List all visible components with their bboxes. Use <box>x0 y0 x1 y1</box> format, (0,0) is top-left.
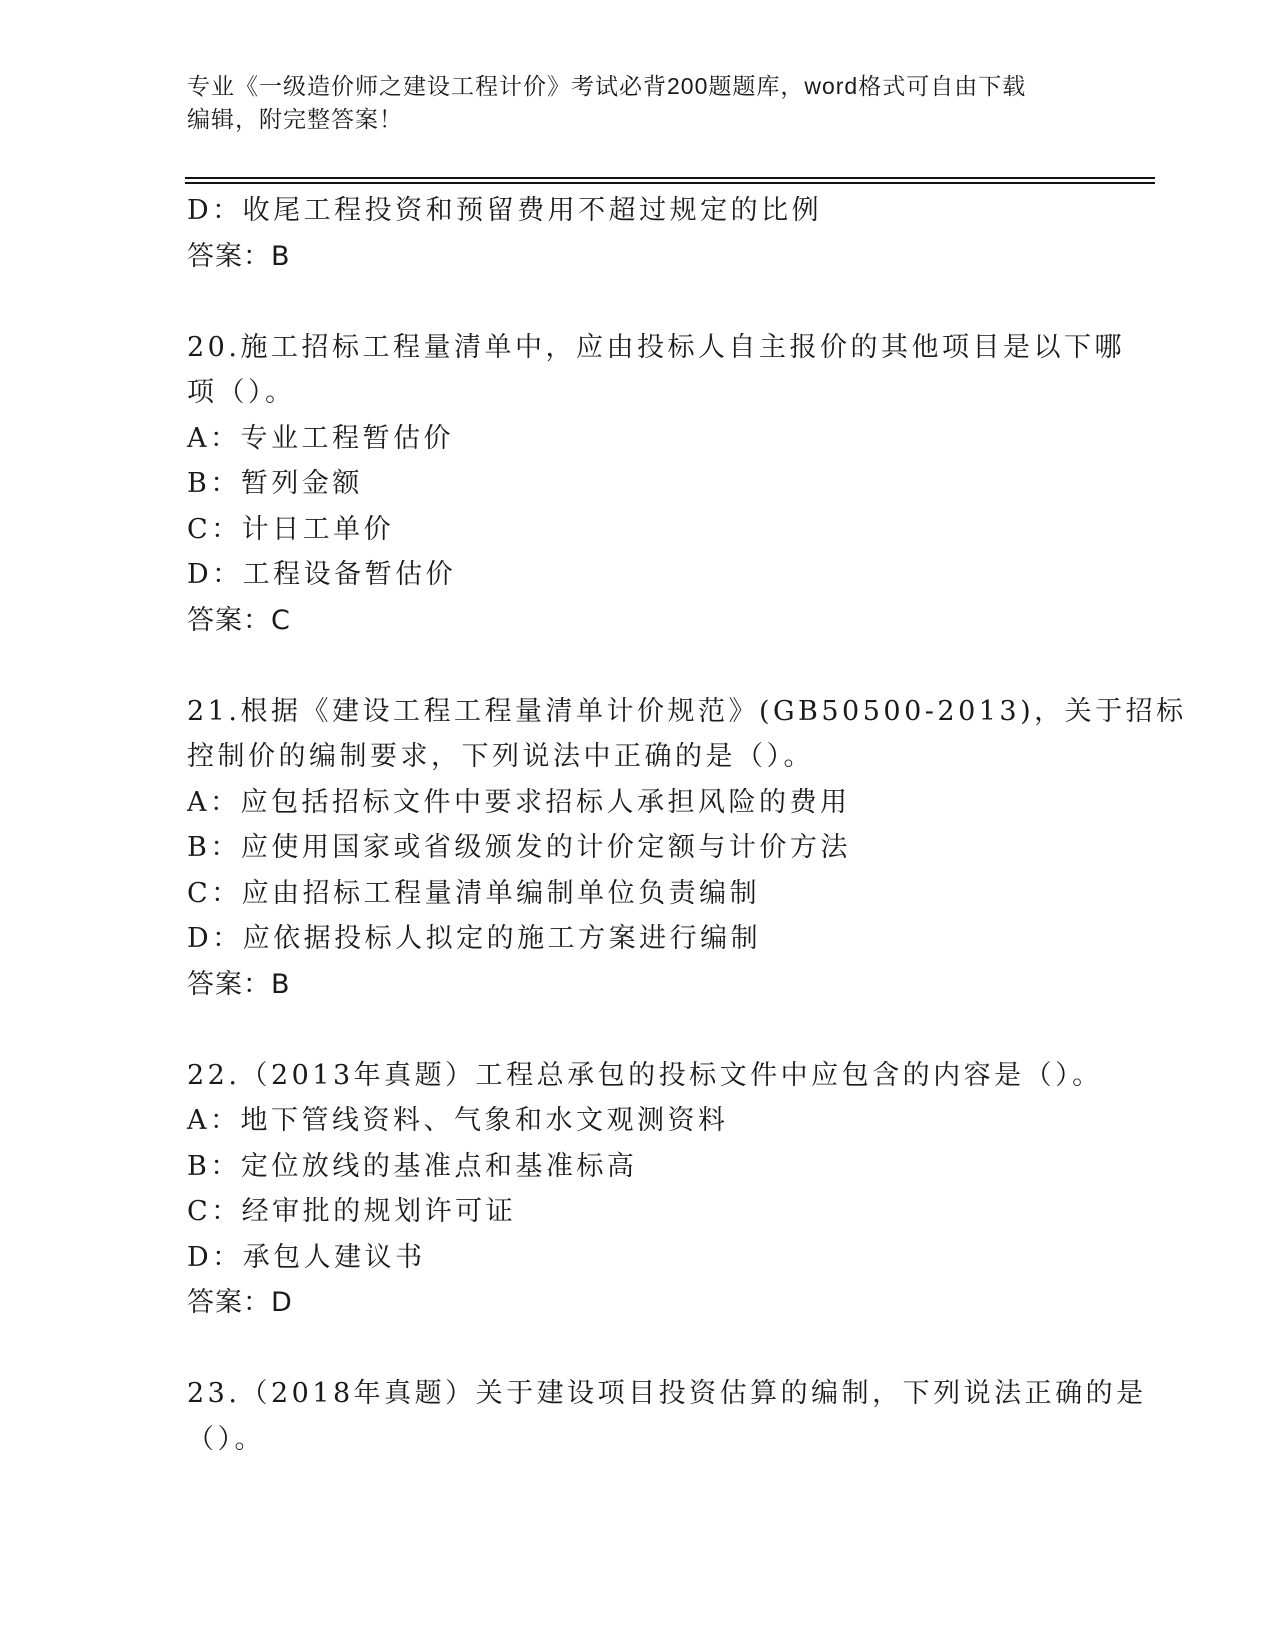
option-line: D：工程设备暂估价 <box>187 559 457 590</box>
header-line-2: 编辑，附完整答案！ <box>187 106 403 132</box>
question-block <box>187 1053 1103 1326</box>
answer-line: 答案：C <box>187 604 291 636</box>
header-line-1: 专业《一级造价师之建设工程计价》考试必背200题题库，word格式可自由下载 <box>187 73 1027 99</box>
question-text: （）。 <box>187 1423 265 1455</box>
option-line: D：应依据投标人拟定的施工方案进行编制 <box>187 923 762 954</box>
answer-line: 答案：B <box>187 240 291 272</box>
option-line: C：计日工单价 <box>187 513 395 545</box>
question-text: 控制价的编制要求，下列说法中正确的是（）。 <box>187 741 814 772</box>
option-line: A：应包括招标文件中要求招标人承担风险的费用 <box>187 786 851 818</box>
option-line: D：收尾工程投资和预留费用不超过规定的比例 <box>187 195 823 226</box>
header-divider-bottom <box>185 182 1155 184</box>
question-content <box>187 188 1187 1462</box>
answer-line: 答案：B <box>187 968 291 1000</box>
question-text: 项（）。 <box>187 377 296 408</box>
question-text: 23.（2018年真题）关于建设项目投资估算的编制，下列说法正确的是 <box>187 1378 1147 1409</box>
block-gap <box>187 643 1087 689</box>
option-line: A：地下管线资料、气象和水文观测资料 <box>187 1105 729 1136</box>
page-header <box>187 70 1087 136</box>
question-block <box>187 1371 1147 1462</box>
block-gap <box>187 279 1087 325</box>
header-divider-top <box>185 177 1155 179</box>
question-text: 20.施工招标工程量清单中，应由投标人自主报价的其他项目是以下哪 <box>187 331 1125 363</box>
question-block <box>187 188 1087 279</box>
answer-line: 答案：D <box>187 1287 293 1318</box>
option-line: B：应使用国家或省级颁发的计价定额与计价方法 <box>187 832 851 863</box>
block-gap <box>187 1326 1087 1372</box>
option-line: B：定位放线的基准点和基准标高 <box>187 1150 638 1182</box>
question-text: 21.根据《建设工程工程量清单计价规范》(GB50500-2013)，关于招标 <box>187 695 1187 727</box>
option-line: C：应由招标工程量清单编制单位负责编制 <box>187 877 761 909</box>
option-line: A：专业工程暂估价 <box>187 422 454 454</box>
option-line: C：经审批的规划许可证 <box>187 1196 517 1227</box>
question-block <box>187 325 1125 644</box>
option-line: D：承包人建议书 <box>187 1241 426 1273</box>
question-block <box>187 689 1187 1008</box>
option-line: B：暂列金额 <box>187 468 363 499</box>
question-text: 22.（2013年真题）工程总承包的投标文件中应包含的内容是（）。 <box>187 1059 1103 1091</box>
block-gap <box>187 1007 1087 1053</box>
